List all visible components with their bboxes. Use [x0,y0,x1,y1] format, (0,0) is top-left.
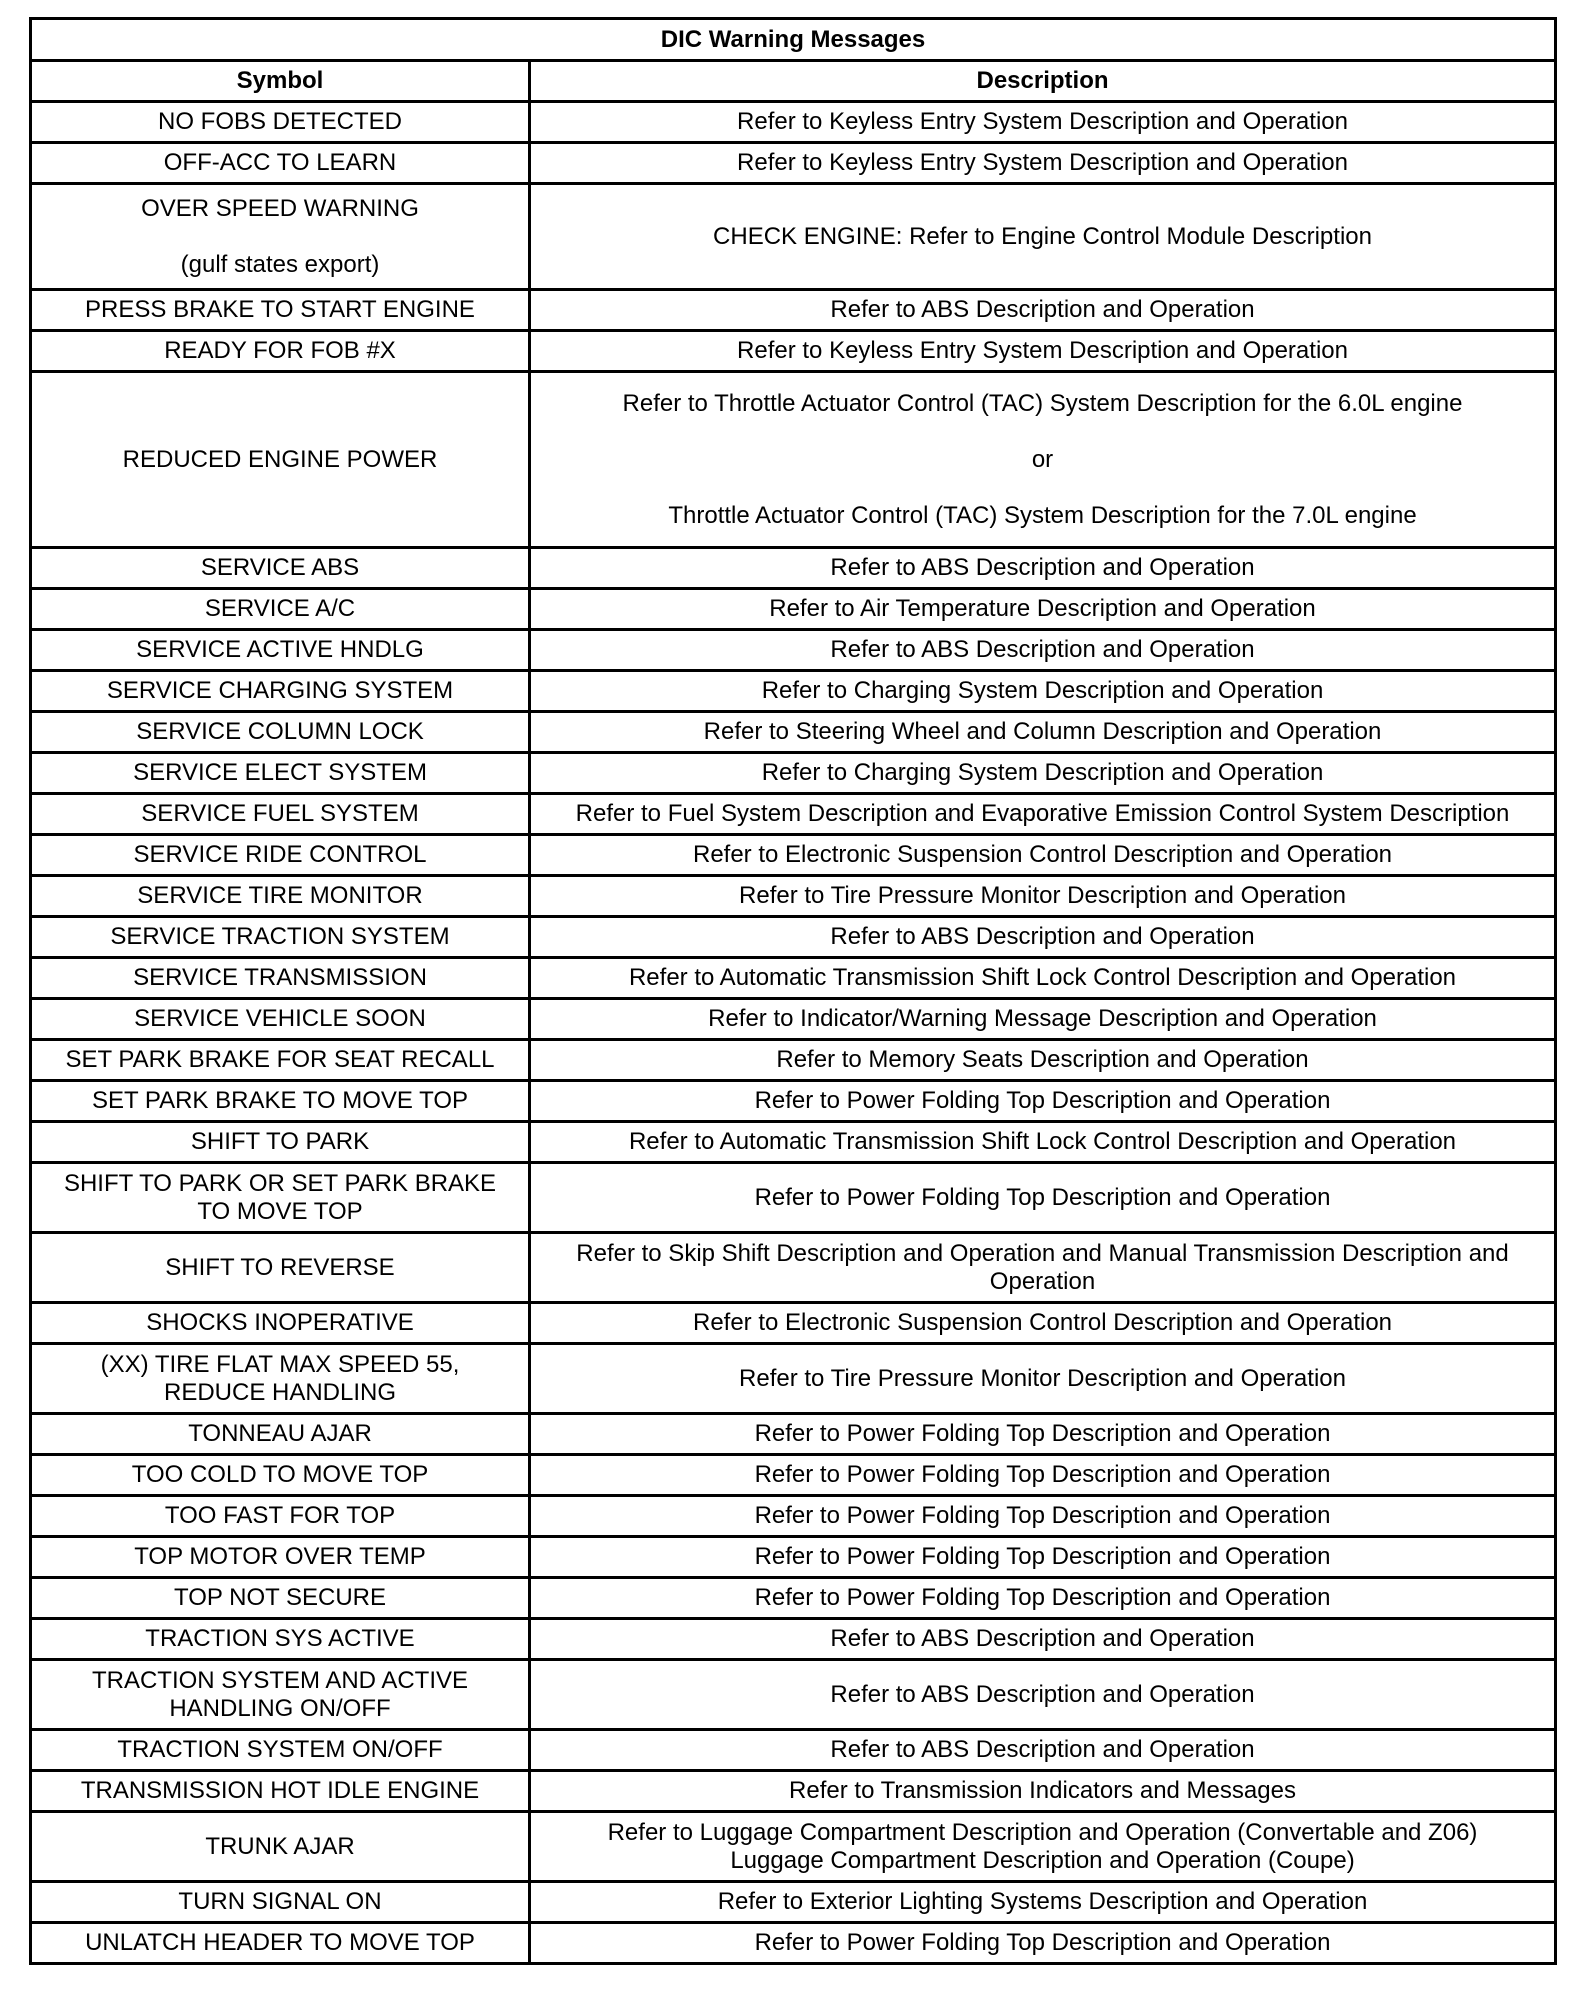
description-text: Refer to Exterior Lighting Systems Description and Operation [717,1888,1368,1915]
description-cell [530,958,1556,999]
table-row [31,1812,1556,1882]
description-text: Refer to Luggage Compartment Description and Operation (Convertable and Z06) [607,1818,1478,1846]
table-row [31,1303,1556,1344]
description-text: Refer to Power Folding Top Description and Operation [754,1087,1331,1114]
symbol-text: SERVICE CHARGING SYSTEM [106,677,454,704]
symbol-cell [31,1303,530,1344]
symbol-text: NO FOBS DETECTED [157,108,403,135]
symbol-text: TRANSMISSION HOT IDLE ENGINE [80,1777,480,1804]
table-row [31,1660,1556,1730]
description-text: Refer to Automatic Transmission Shift Lock Control Description and Operation [628,964,1457,991]
symbol-text: (XX) TIRE FLAT MAX SPEED 55, [100,1350,460,1378]
symbol-text: HANDLING ON/OFF [169,1694,391,1722]
table-row [31,1771,1556,1812]
symbol-cell [31,102,530,143]
symbol-text: SERVICE ABS [200,554,360,581]
table-row [31,999,1556,1040]
symbol-cell [31,1771,530,1812]
symbol-text: OVER SPEED WARNING [141,194,419,222]
description-text: Refer to Keyless Entry System Description and Operation [737,149,1348,176]
symbol-text: TRACTION SYSTEM AND ACTIVE [91,1666,469,1694]
description-text: Refer to ABS Description and Operation [830,554,1255,581]
symbol-text: SERVICE ELECT SYSTEM [133,759,427,786]
description-cell [530,290,1556,331]
column-header-description: Description [530,61,1556,102]
description-cell [530,1812,1556,1882]
symbol-cell [31,876,530,917]
symbol-text: OFF-ACC TO LEARN [163,149,397,176]
symbol-cell [31,1233,530,1303]
symbol-cell [31,1812,530,1882]
table-row [31,1122,1556,1163]
description-cell [530,1163,1556,1233]
symbol-cell [31,753,530,794]
symbol-text: SERVICE FUEL SYSTEM [141,800,419,827]
table-row [31,1233,1556,1303]
description-text: Refer to Fuel System Description and Evaporative Emission Control System Description [575,800,1510,827]
table-row [31,753,1556,794]
description-text: Refer to Automatic Transmission Shift Lock Control Description and Operation [628,1128,1457,1155]
symbol-text: TOP NOT SECURE [173,1584,387,1611]
description-text: Refer to Charging System Description and Operation [761,759,1324,786]
table-row [31,1081,1556,1122]
symbol-cell [31,1496,530,1537]
description-text: Refer to ABS Description and Operation [830,923,1255,950]
symbol-cell [31,835,530,876]
description-cell [530,1344,1556,1414]
description-text: Refer to Keyless Entry System Description and Operation [737,337,1348,364]
table-row [31,1923,1556,1964]
symbol-text: TOO FAST FOR TOP [164,1502,396,1529]
symbol-text: SHIFT TO PARK [190,1128,370,1155]
description-text: Refer to Memory Seats Description and Operation [776,1046,1309,1073]
description-cell [530,1619,1556,1660]
description-text: Refer to Electronic Suspension Control Description and Operation [692,1309,1393,1336]
symbol-text: PRESS BRAKE TO START ENGINE [85,296,475,323]
description-cell [530,1303,1556,1344]
symbol-text: TO MOVE TOP [197,1197,363,1225]
table-row [31,794,1556,835]
description-text: Refer to ABS Description and Operation [830,636,1255,663]
symbol-text: SERVICE A/C [204,595,356,622]
symbol-cell [31,143,530,184]
symbol-cell [31,1414,530,1455]
symbol-text: SET PARK BRAKE FOR SEAT RECALL [65,1046,495,1073]
description-cell [530,1537,1556,1578]
description-cell [530,102,1556,143]
description-cell [530,1771,1556,1812]
table-row [31,184,1556,290]
table-row [31,1496,1556,1537]
table-row [31,589,1556,630]
description-text: Refer to Power Folding Top Description and Operation [754,1183,1331,1211]
description-cell [530,1496,1556,1537]
description-cell [530,372,1556,548]
description-text: Refer to Skip Shift Description and Operation and Manual Transmission Description and [576,1239,1509,1267]
symbol-cell [31,999,530,1040]
table-row [31,1414,1556,1455]
symbol-text: TOP MOTOR OVER TEMP [134,1543,426,1570]
description-cell [530,1040,1556,1081]
table-row [31,712,1556,753]
description-cell [530,143,1556,184]
description-cell [530,1233,1556,1303]
description-cell [530,589,1556,630]
symbol-cell [31,1619,530,1660]
dic-warning-messages-table [29,17,1557,1965]
symbol-cell [31,794,530,835]
symbol-text: TRUNK AJAR [205,1832,355,1860]
description-text: Refer to Charging System Description and Operation [761,677,1324,704]
table-row [31,671,1556,712]
description-cell [530,548,1556,589]
description-text: Refer to Steering Wheel and Column Description and Operation [703,718,1382,745]
description-cell [530,1882,1556,1923]
table-title: DIC Warning Messages [31,19,1556,61]
symbol-cell [31,1730,530,1771]
symbol-text: READY FOR FOB #X [164,337,396,364]
symbol-text: REDUCED ENGINE POWER [122,445,438,473]
description-cell [530,630,1556,671]
description-text: Refer to Power Folding Top Description and Operation [754,1461,1331,1488]
table-row [31,143,1556,184]
symbol-cell [31,372,530,548]
table-row [31,1730,1556,1771]
table-row [31,1882,1556,1923]
description-cell [530,1414,1556,1455]
description-text: Refer to Power Folding Top Description and Operation [754,1502,1331,1529]
table-title-row [31,19,1556,61]
description-cell [530,999,1556,1040]
description-text: Refer to ABS Description and Operation [830,1736,1255,1763]
description-cell [530,1122,1556,1163]
symbol-cell [31,331,530,372]
table-row [31,630,1556,671]
description-cell [530,184,1556,290]
symbol-cell [31,1040,530,1081]
description-text: Refer to Tire Pressure Monitor Description and Operation [739,882,1346,909]
table-row [31,372,1556,548]
description-text: Refer to Indicator/Warning Message Description and Operation [708,1005,1377,1032]
description-text: Luggage Compartment Description and Operation (Coupe) [730,1846,1355,1874]
symbol-cell [31,1163,530,1233]
description-cell [530,1578,1556,1619]
symbol-cell [31,1882,530,1923]
symbol-text [38,223,522,251]
table-row [31,102,1556,143]
symbol-text: TRACTION SYS ACTIVE [145,1625,415,1652]
description-text: Refer to Transmission Indicators and Messages [789,1777,1296,1804]
description-text [537,418,1548,446]
table-row [31,290,1556,331]
table-row [31,835,1556,876]
symbol-cell [31,1578,530,1619]
description-cell [530,876,1556,917]
description-cell [530,835,1556,876]
symbol-text: SERVICE TIRE MONITOR [137,882,423,909]
symbol-cell [31,1344,530,1414]
table-row [31,1344,1556,1414]
description-text: Refer to Electronic Suspension Control Description and Operation [692,841,1393,868]
symbol-text: SERVICE COLUMN LOCK [136,718,424,745]
description-cell [530,712,1556,753]
description-text: Refer to Power Folding Top Description and Operation [754,1543,1331,1570]
table-row [31,1578,1556,1619]
description-cell [530,1730,1556,1771]
description-text: Throttle Actuator Control (TAC) System Description for the 7.0L engine [668,501,1417,529]
symbol-text: SERVICE ACTIVE HNDLG [136,636,424,663]
table-body [31,102,1556,1964]
symbol-text: (gulf states export) [180,250,380,278]
column-header-symbol: Symbol [31,61,530,102]
description-cell [530,753,1556,794]
symbol-text: TURN SIGNAL ON [178,1888,382,1915]
description-text: Refer to Air Temperature Description and Operation [769,595,1316,622]
symbol-cell [31,671,530,712]
table-row [31,331,1556,372]
description-cell [530,1455,1556,1496]
description-text: Refer to ABS Description and Operation [830,1680,1255,1708]
table-row [31,1163,1556,1233]
description-text: or [1031,445,1054,473]
description-text: Refer to Power Folding Top Description and Operation [754,1584,1331,1611]
description-text: Refer to ABS Description and Operation [830,296,1255,323]
description-text: Refer to Throttle Actuator Control (TAC) System Description for the 6.0L engine [622,389,1463,417]
symbol-cell [31,290,530,331]
description-cell [530,794,1556,835]
symbol-cell [31,1923,530,1964]
symbol-text: UNLATCH HEADER TO MOVE TOP [85,1929,475,1956]
symbol-text: SERVICE TRANSMISSION [133,964,427,991]
symbol-text: SET PARK BRAKE TO MOVE TOP [91,1087,469,1114]
description-text: Refer to Keyless Entry System Description and Operation [737,108,1348,135]
symbol-text: SHOCKS INOPERATIVE [146,1309,414,1336]
description-cell [530,1660,1556,1730]
table-row [31,548,1556,589]
symbol-text: SHIFT TO PARK OR SET PARK BRAKE [63,1169,497,1197]
description-text: Refer to ABS Description and Operation [830,1625,1255,1652]
symbol-cell [31,1122,530,1163]
symbol-cell [31,1081,530,1122]
description-text: Refer to Tire Pressure Monitor Description and Operation [739,1364,1346,1392]
symbol-cell [31,184,530,290]
symbol-cell [31,630,530,671]
table-header-row [31,61,1556,102]
table-row [31,1040,1556,1081]
symbol-text: REDUCE HANDLING [163,1378,397,1406]
symbol-text: TRACTION SYSTEM ON/OFF [117,1736,443,1763]
description-text: Refer to Power Folding Top Description and Operation [754,1929,1331,1956]
symbol-cell [31,1455,530,1496]
symbol-cell [31,917,530,958]
symbol-cell [31,589,530,630]
symbol-cell [31,1660,530,1730]
description-text: Operation [989,1267,1096,1295]
symbol-text: SHIFT TO REVERSE [165,1253,395,1281]
table-row [31,876,1556,917]
symbol-text: TOO COLD TO MOVE TOP [131,1461,429,1488]
symbol-text: SERVICE VEHICLE SOON [134,1005,426,1032]
table-row [31,958,1556,999]
description-text: Refer to Power Folding Top Description and Operation [754,1420,1331,1447]
symbol-text: SERVICE RIDE CONTROL [133,841,427,868]
table-row [31,1537,1556,1578]
symbol-cell [31,1537,530,1578]
table-row [31,1455,1556,1496]
table-row [31,917,1556,958]
description-cell [530,331,1556,372]
description-cell [530,671,1556,712]
description-cell [530,1081,1556,1122]
table-row [31,1619,1556,1660]
symbol-cell [31,548,530,589]
description-text [537,474,1548,502]
symbol-cell [31,712,530,753]
symbol-cell [31,958,530,999]
symbol-text: TONNEAU AJAR [188,1420,372,1447]
description-cell [530,1923,1556,1964]
description-text: CHECK ENGINE: Refer to Engine Control Module Description [713,222,1372,250]
symbol-text: SERVICE TRACTION SYSTEM [110,923,450,950]
description-cell [530,917,1556,958]
